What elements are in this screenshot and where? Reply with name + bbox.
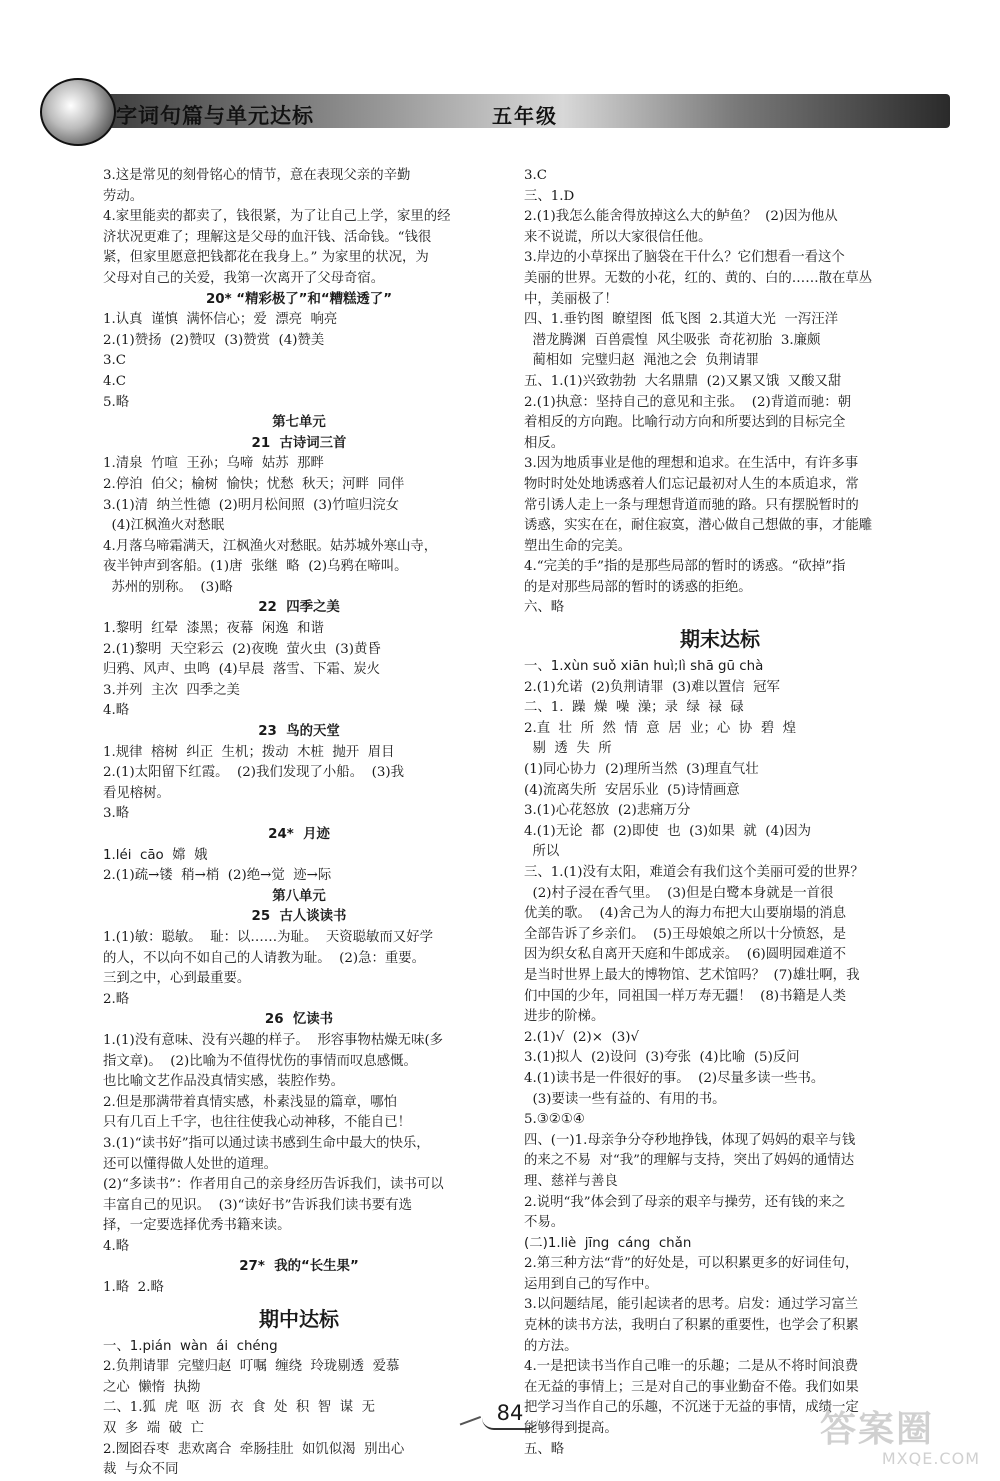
answer-line: 4.(1)读书是一件很好的事。 (2)尽量多读一些书。 (524, 1070, 825, 1086)
answer-line: 三、1.(1)没有太阳，难道会有我们这个美丽可爱的世界？ (524, 865, 864, 880)
answer-line: 4.“完美的手”指的是那些局部的暂时的诱惑。“砍掉”指 (524, 559, 846, 575)
watermark-main-text: 答案圈 (820, 1409, 935, 1450)
answer-line: 归鸦、风声、虫鸣 (4)早晨 落雪、下霜、炭火 (103, 662, 381, 678)
answer-line: 3.C (524, 168, 548, 183)
answer-line: 三、1.D (524, 188, 575, 204)
section-heading: 期末达标 (680, 627, 760, 652)
section-heading: 24* 月迹 (268, 827, 330, 842)
section-heading: 第八单元 (272, 888, 326, 904)
answer-line: (4)流离失所 安居乐业 (5)诗情画意 (524, 782, 740, 798)
answer-line: 3.(1)拟人 (2)设问 (3)夸张 (4)比喻 (5)反问 (524, 1050, 800, 1066)
answer-line: (1)同心协力 (2)理所当然 (3)理直气壮 (524, 762, 759, 778)
answer-line: 们中国的少年，同祖国一样万寿无疆！ (8)书籍是人类 (524, 988, 847, 1004)
answer-line: 运用到自己的写作中。 (524, 1276, 658, 1292)
section-heading: 26 忆读书 (264, 1012, 334, 1028)
answer-line: 2.直 壮 所 然 情 意 居 业；心 协 碧 煌 (524, 720, 796, 736)
answer-line: 3.以问题结尾，能引起读者的思考。启发：通过学习富兰 (524, 1297, 859, 1313)
right-answer-column (524, 166, 916, 1460)
answer-line: 4.月落乌啼霜满天，江枫渔火对愁眠。姑苏城外寒山寺， (103, 538, 438, 554)
answer-line: 3.这是常见的刻骨铭心的情节，意在表现父亲的辛勤 (103, 168, 411, 183)
answer-line: 物时时处处地诱惑着人们忘记最初对人生的本质追求，常 (524, 476, 859, 492)
answer-line: 2.(1)允诺 (2)负荆请罪 (3)难以置信 冠军 (524, 679, 780, 695)
answer-line: 1.黎明 红晕 漆黑；夜幕 闲逸 和谐 (103, 621, 324, 637)
answer-line: 相反。 (524, 435, 565, 451)
answer-line: 1.léi cāo 嫦 娥 (103, 847, 208, 863)
answer-line: 常引诱人走上一条与理想背道而驰的路。只有摆脱暂时的 (524, 497, 859, 513)
answer-line: 三到之中，心到最重要。 (103, 971, 251, 987)
answer-line: 不易。 (524, 1215, 565, 1231)
answer-line: 3.并列 主次 四季之美 (103, 682, 240, 698)
book-logo-icon (40, 78, 116, 146)
answer-line: 夜半钟声到客船。(1)唐 张继 略 (2)乌鸦在啼叫。 (103, 559, 408, 575)
answer-line: 紧，但家里愿意把钱都花在我身上。” 为家里的状况，为 (103, 250, 429, 266)
answer-line: 五、略 (524, 1441, 565, 1457)
answer-line: 双 多 端 破 亡 (103, 1421, 205, 1437)
answer-line: (4)江枫渔火对愁眠 (103, 518, 225, 534)
answer-line: 4.略 (103, 703, 130, 719)
book-title: 字词句篇与单元达标 (116, 104, 314, 128)
answer-line: 理、慈祥与善良 (524, 1173, 618, 1189)
answer-line: 2.(1)疏→镂 稍→梢 (2)绝→觉 迹→际 (103, 868, 332, 884)
answer-line: 在无益的事情上；三是对自己的事业勤奋不倦。我们如果 (524, 1379, 859, 1395)
answer-line: 还可以懂得做人处世的道理。 (103, 1156, 278, 1172)
answer-line: (二)1.liè jīng cáng chǎn (524, 1235, 692, 1251)
answer-line: 六、略 (524, 600, 565, 616)
answer-line: 3.C (103, 353, 127, 369)
section-heading: 27* 我的“长生果” (239, 1259, 359, 1275)
answer-line: 指文章)。 (2)比喻为不值得忧伤的事情而叹息感慨。 (103, 1053, 417, 1069)
answer-line: 1.清泉 竹喧 王孙；乌啼 姑苏 那畔 (103, 456, 324, 472)
answer-line: 的是对那些局部的暂时的诱惑的拒绝。 (524, 579, 752, 595)
answer-line: 2.囫囵吞枣 悲欢离合 牵肠挂肚 如饥似渴 别出心 (103, 1441, 405, 1457)
answer-line: 优美的歌。 (4)舍己为人的海力布把大山要崩塌的消息 (524, 906, 847, 922)
answer-line: 2.略 (103, 991, 130, 1007)
answer-line: 1.(1)敏：聪敏。 耻：以……为耻。 天资聪敏而又好学 (103, 929, 433, 945)
answer-line: 3.(1)清 纳兰性德 (2)明月松间照 (3)竹喧归浣女 (103, 497, 400, 513)
answer-line: 能够得到提高。 (524, 1421, 618, 1437)
answer-line: 2.但是那满带着真情实感，朴素浅显的篇章，哪怕 (103, 1094, 397, 1110)
answer-line: 所以 (524, 844, 560, 860)
section-heading: 22 四季之美 (258, 600, 340, 616)
page-header (40, 78, 950, 142)
answer-line: 只有几百上千字，也往往使我心动神移，不能自已！ (103, 1115, 411, 1131)
answer-line: 五、1.(1)兴致勃勃 大名鼎鼎 (2)又累又饿 又酸又甜 (524, 373, 842, 389)
answer-line: 1.(1)没有意味、没有兴趣的样子。 形容事物枯燥无味(多 (103, 1032, 444, 1048)
answer-line: 2.(1)执意：坚持自己的意见和主张。 (2)背道而驰：朝 (524, 394, 852, 410)
page-number: 84 (482, 1398, 538, 1430)
answer-line: 3.略 (103, 806, 130, 822)
answer-line: (3)要读一些有益的、有用的书。 (524, 1091, 726, 1107)
answer-line: 的方法。 (524, 1338, 578, 1354)
answer-line: 也比喻文艺作品没真情实感，装腔作势。 (103, 1074, 345, 1090)
answer-line: 2.(1)太阳留下红霞。 (2)我们发现了小船。 (3)我 (103, 765, 404, 781)
section-heading: 25 古人谈读书 (251, 909, 347, 925)
answer-line: (2)“多读书”：作者用自己的亲身经历告诉我们，读书可以 (103, 1177, 444, 1193)
answer-line: 2.(1)√ (2)× (3)√ (524, 1029, 639, 1045)
answer-line: 着相反的方向跑。比喻行动方向和所要达到的目标完全 (524, 415, 846, 431)
answer-line: 二、1.狐 虎 呕 沥 衣 食 处 积 智 谋 无 (103, 1400, 375, 1416)
answer-line: 裁 与众不同 (103, 1462, 179, 1478)
answer-line: 一、1.xùn suǒ xiān huì;lì shā gū chà (524, 659, 764, 675)
grade-label: 五年级 (492, 104, 558, 128)
answer-line: 2.第三种方法“背”的好处是，可以积累更多的好词佳句， (524, 1256, 859, 1272)
answer-line: (2)村子浸在香气里。 (3)但是白鹭本身就是一首很 (524, 885, 834, 901)
answer-line: 中，美丽极了！ (524, 291, 618, 307)
answer-line: 2.负荆请罪 完璧归赵 叮嘱 缠绕 玲珑剔透 爱慕 (103, 1359, 400, 1375)
answer-line: 丰富自己的见识。 (3)“读好书”告诉我们读书要有选 (103, 1197, 412, 1213)
answer-line: 2.(1)我怎么能舍得放掉这么大的鲈鱼？ (2)因为他从 (524, 209, 838, 225)
answer-line: 4.略 (103, 1238, 130, 1254)
answer-line: 5.③②①④ (524, 1112, 585, 1128)
watermark-site-text: MXQE.COM (881, 1449, 980, 1468)
answer-line: 3.岸边的小草探出了脑袋在干什么？它们想看一看这个 (524, 250, 845, 266)
answer-line: 看见榕树。 (103, 785, 170, 801)
answer-line: 济状况更难了；理解这是父母的血汗钱、活命钱。“钱很 (103, 229, 432, 245)
answer-line: 5.略 (103, 394, 130, 410)
answer-line: 二、1. 躁 燥 噪 澡；录 绿 禄 碌 (524, 700, 744, 716)
answer-line: 择，一定要选择优秀书籍来读。 (103, 1218, 291, 1234)
answer-line: 潜龙腾渊 百兽震惶 风尘吸张 奇花初胎 3.廉颇 (524, 332, 821, 348)
answer-line: 4.(1)无论 都 (2)即使 也 (3)如果 就 (4)因为 (524, 823, 812, 839)
answer-line: 3.(1)“读书好”指可以通过读书感到生命中最大的快乐， (103, 1135, 430, 1151)
answer-line: 克林的读书方法，我明白了积累的重要性，也学会了积累 (524, 1318, 859, 1334)
answer-line: 四、(一)1.母亲争分夺秒地挣钱，体现了妈妈的艰辛与钱 (524, 1132, 856, 1148)
answer-line: 3.因为地质事业是他的理想和追求。在生活中，有许多事 (524, 456, 859, 472)
answer-line: 2.停泊 伯父；榆树 愉快；忧愁 秋天；河畔 同伴 (103, 476, 405, 492)
answer-line: 1.认真 谨慎 满怀信心；爱 漂亮 响亮 (103, 312, 338, 328)
left-answer-column (103, 166, 495, 1481)
answer-line: 是当时世界上最大的博物馆、艺术馆吗？ (7)雄壮啊，我 (524, 967, 860, 983)
section-heading: 20* “精彩极了”和“糟糕透了” (205, 291, 393, 307)
section-heading: 23 鸟的天堂 (258, 724, 340, 740)
answer-line: 3.(1)心花怒放 (2)悲痛万分 (524, 803, 691, 819)
answer-line: 2.说明“我”体会到了母亲的艰辛与操劳，还有钱的来之 (524, 1194, 846, 1210)
answer-line: 诱惑，实实在在，耐住寂寞，潜心做自己想做的事，才能雕 (524, 518, 873, 534)
answer-line: 4.家里能卖的都卖了，钱很紧，为了让自己上学，家里的经 (103, 209, 451, 225)
answer-line: 4.一是把读书当作自己唯一的乐趣；二是从不将时间浪费 (524, 1359, 859, 1375)
answer-line: 4.C (103, 373, 127, 389)
section-heading: 21 古诗词三首 (251, 435, 347, 451)
answer-line: 1.规律 榕树 纠正 生机；拨动 木桩 抛开 眉目 (103, 744, 395, 760)
answer-line: 2.(1)赞扬 (2)赞叹 (3)赞赏 (4)赞美 (103, 332, 325, 348)
answer-line: 剔 透 失 所 (524, 741, 612, 757)
answer-line: 全部告诉了乡亲们。 (5)王母娘娘之所以十分愤怒，是 (524, 926, 847, 942)
answer-line: 的来之不易 对“我”的理解与支持，突出了妈妈的通情达 (524, 1153, 855, 1169)
answer-line: 一、1.pián wàn ái chéng (103, 1338, 278, 1354)
answer-line: 1.略 2.略 (103, 1280, 164, 1296)
answer-line: 塑出生命的完美。 (524, 538, 632, 554)
answer-line: 美丽的世界。无数的小花，红的、黄的、白的……散在草丛 (524, 270, 873, 286)
answer-line: 劳动。 (103, 188, 144, 204)
answer-line: 进步的阶梯。 (524, 1009, 605, 1025)
answer-line: 把学习当作自己的乐趣，不沉迷于无益的事情，成绩一定 (524, 1400, 859, 1416)
answer-line: 苏州的别称。 (3)略 (103, 579, 233, 595)
answer-line: 之心 懒惰 执拗 (103, 1379, 201, 1395)
answer-line: 蔺相如 完璧归赵 渑池之会 负荆请罪 (524, 353, 759, 369)
section-heading: 期中达标 (259, 1306, 339, 1331)
watermark-logo (820, 1410, 980, 1468)
answer-line: 因为织女私自离开天庭和牛郎成亲。 (6)圆明园难道不 (524, 947, 847, 963)
answer-line: 的人，不以向不如自己的人请教为耻。 (2)急：重要。 (103, 950, 426, 966)
section-heading: 第七单元 (272, 415, 326, 431)
answer-line: 父母对自己的关爱，我第一次离开了父母奇宿。 (103, 270, 385, 286)
answer-line: 四、1.垂钓图 瞭望图 低飞图 2.其道大光 一泻汪洋 (524, 312, 839, 328)
answer-line: 来不说谎，所以大家很信任他。 (524, 229, 712, 245)
answer-line: 2.(1)黎明 天空彩云 (2)夜晚 萤火虫 (3)黄昏 (103, 641, 381, 657)
